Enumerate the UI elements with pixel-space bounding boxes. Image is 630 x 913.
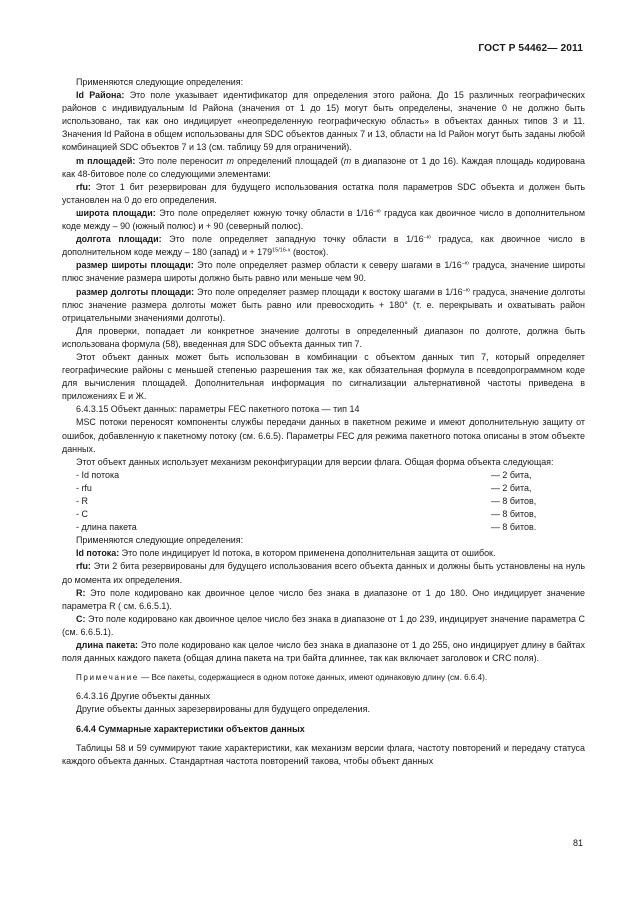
field-list-item: - rfu — 2 бита, <box>76 482 532 493</box>
term: Id потока: <box>76 548 120 559</box>
paragraph: Этот объект данных может быть использован в комбинации с объектом данных тип 7, который определяет географические районы с меньшей степенью разрешения так же, как обязательная формула в псевдопрограммном коде для вычисления площадей. Дополнительная информация по сигнализации альтернативной частоты приведена в приложениях Е и Ж. <box>62 351 585 402</box>
term: C: <box>76 613 86 624</box>
term: rfu: <box>76 181 91 192</box>
definition-area-id: Id Района: Это поле указывает идентификатор для определения этого района. До 15 различных географических районов с индивидуальным Id Района (значения от 1 до 15) могут быть определены, значение 0 не должно быть использовано, так как оно индицирует «неопределенную географическую область» в объектах данных типов 3 и 11. Значения Id Района в общем использованы для SDC объектов данных 7 и 13, области на Id Район могут быть заданы любой комбинацией SDC объектов 7 и 13 (см. таблицу 59 для ограничений). <box>62 90 585 153</box>
field-list-item: - длина пакета — 8 битов. <box>76 522 537 533</box>
section-heading: 6.4.3.16 Другие объекты данных <box>76 691 211 702</box>
definition-c: C: Это поле кодировано как двоичное целое число без знака в диапазоне от 1 до 239, индицирует значение параметра C (см. 6.6.5.1). <box>62 613 585 637</box>
paragraph: MSC потоки переносят компоненты службы передачи данных в пакетном режиме и имеют дополнительную защиту от ошибок, добавленную к пакетному потоку (см. 6.6.5). Параметры FEC для режима пакетного потока описаны в этом объекте данных. <box>62 417 585 454</box>
paragraph: Применяются следующие определения: <box>76 535 244 546</box>
paragraph: Другие объекты данных зарезервированы для будущего определения. <box>76 704 370 715</box>
page-content <box>62 76 585 768</box>
paragraph: Для проверки, попадает ли конкретное значение долготы в определенный диапазон по долготе, должна быть использована формула (58), введенная для SDC объекта данных тип 7. <box>62 325 585 349</box>
document-header: ГОСТ Р 54462— 2011 <box>478 43 583 54</box>
term: R: <box>76 587 86 598</box>
paragraph: Применяются следующие определения: <box>76 77 244 87</box>
definition-stream-id: Id потока: Это поле индицирует Id потока, в котором применена дополнительная защита от ошибок. <box>76 548 496 559</box>
definition-m-areas: m площадей: Это поле переносит m определений площадей (m в диапазоне от 1 до 16). Каждая площадь кодирована как 48-битовое поле со следующими элементами: <box>62 155 585 179</box>
note-label: Примечание <box>76 673 139 683</box>
field-list <box>62 469 585 534</box>
definition-r: R: Это поле кодировано как двоичное целое число без знака в диапазоне от 1 до 180. Оно индицирует значение параметра R ( см. 6.6.5.1). <box>62 587 585 611</box>
definition-packet-length: длина пакета: Это поле кодировано как целое число без знака в диапазоне от 1 до 255, оно индицирует длину в байтах поля данных каждого пакета (общая длина пакета на три байта длиннее, так как включает заголовок и CRC поля). <box>62 640 586 664</box>
definition-longitude: долгота площади: Это поле определяет западную точку области в $1/16^{-ю}$ градуса, как двоичное число в дополнительном коде между – 180 (запад) $и + 179^{15/16-х}$ (восток). <box>62 234 585 258</box>
definition-latitude: широта площади: Это поле определяет южную точку области в $1/16^{-ю}$ градуса как двоичное число в дополнительном коде между – 90 (южный полюс) и + 90 (северный полюс). <box>62 207 585 232</box>
term: размер долготы площади: <box>76 286 195 297</box>
term: долгота площади: <box>76 234 162 245</box>
field-list-item: - C — 8 битов, <box>76 509 537 520</box>
field-list-item: - R — 8 битов, <box>76 496 537 506</box>
term: rfu: <box>76 561 91 572</box>
term: m площадей: <box>76 155 136 166</box>
field-list-item: - Id потока — 2 бита, <box>76 469 532 480</box>
note: Примечание — Все пакеты, содержащиеся в одном потоке данных, имеют одинаковую длину (см. 6.6.4). <box>76 673 488 683</box>
page-number: 81 <box>572 838 583 848</box>
definition-latitude-size: размер широты площади: Это поле определяет размер области к северу шагами в $1/16^{-ю}$ градуса, значение широты плюс значение размера широты должно быть равно или меньше чем 90. <box>62 260 585 284</box>
definition-longitude-size: размер долготы площади: Это поле определяет размер площади к востоку шагами в $1/16^{-ю}$ градуса, значение долготы плюс значение размера долготы может быть равно или превосходить + 180° (т. е. перекрывать и охватывать район отрицательными значениями долготы). <box>62 286 585 323</box>
definition-rfu-2: rfu: Эти 2 бита резервированы для будущего использования всего объекта данных и должны быть установлены на нуль до момента их определения. <box>62 561 585 585</box>
term: длина пакета: <box>76 640 139 651</box>
term: широта площади: <box>76 207 156 218</box>
definition-rfu: rfu: Этот 1 бит резервирован для будущего использования остатка поля параметров SDC объекта и должен быть установлен на 0 до его определения. <box>62 181 585 205</box>
paragraph: Таблицы 58 и 59 суммируют такие характеристики, как механизм версии флага, частоту повторений и передачу статуса каждого объекта данных. Стандартная частота повторений такова, чтобы объект данных <box>62 742 585 766</box>
section-heading: 6.4.4 Суммарные характеристики объектов данных <box>76 723 305 734</box>
term: размер широты площади: <box>76 260 194 271</box>
section-heading: 6.4.3.15 Объект данных: параметры FEC пакетного потока — тип 14 <box>76 404 360 415</box>
paragraph: Этот объект данных использует механизм реконфигурации для версии флага. Общая форма объекта следующая: <box>76 456 554 467</box>
term: Id Района: <box>76 90 125 101</box>
